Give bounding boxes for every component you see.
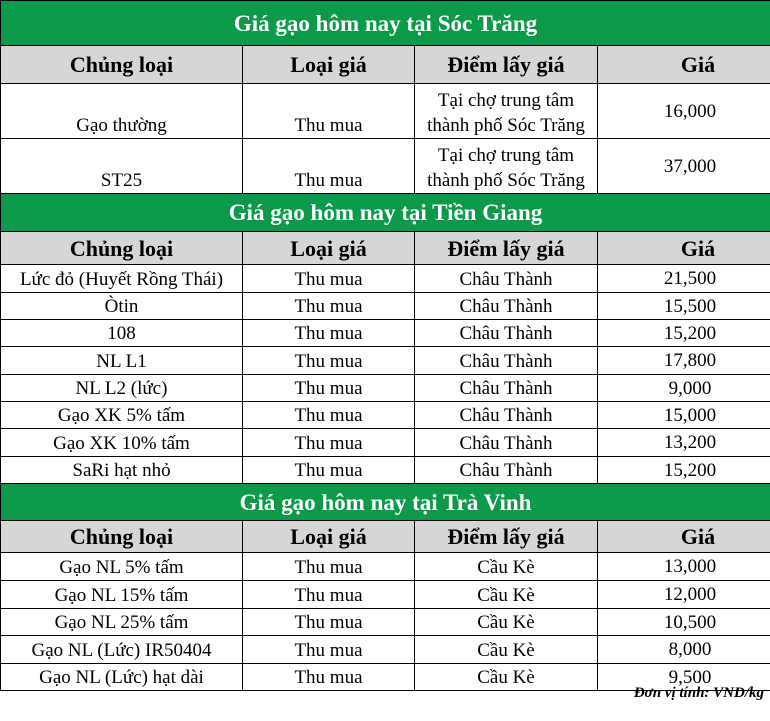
- cell-price: 8,000: [598, 636, 770, 664]
- cell-type: Òtin: [1, 293, 243, 320]
- cell-location: [415, 84, 598, 139]
- header-type: Chủng loại: [1, 46, 243, 84]
- cell-price: 37,000: [598, 139, 770, 194]
- cell-price: 10,500: [598, 609, 770, 636]
- table-row: [1, 553, 770, 581]
- header-location: Điểm lấy giá: [415, 46, 598, 84]
- unit-note: Đơn vị tính: VND/kg: [633, 685, 764, 701]
- cell-type: ST25: [1, 139, 243, 194]
- table-row: [1, 429, 770, 457]
- cell-location-line2: thành phố Sóc Trăng: [427, 170, 585, 191]
- cell-type: SaRi hạt nhỏ: [1, 457, 243, 484]
- cell-price: 9,000: [598, 375, 770, 402]
- header-price-type: Loại giá: [243, 521, 415, 553]
- cell-location: Châu Thành: [415, 375, 598, 402]
- cell-price-type: Thu mua: [243, 664, 415, 691]
- header-type: Chủng loại: [1, 521, 243, 553]
- cell-price: 15,200: [598, 320, 770, 347]
- table-row: [1, 375, 770, 402]
- table-row: [1, 347, 770, 375]
- section-title: Giá gạo hôm nay tại Sóc Trăng: [1, 1, 770, 46]
- cell-type: NL L1: [1, 347, 243, 375]
- header-row: [1, 232, 770, 265]
- cell-location: Châu Thành: [415, 293, 598, 320]
- cell-price-type: Thu mua: [243, 139, 415, 194]
- header-location: Điểm lấy giá: [415, 521, 598, 553]
- table-row: [1, 609, 770, 636]
- section-title-row: [1, 484, 770, 521]
- cell-price-type: Thu mua: [243, 553, 415, 581]
- cell-price-type: Thu mua: [243, 320, 415, 347]
- cell-location: Châu Thành: [415, 429, 598, 457]
- header-price: Giá: [598, 46, 770, 84]
- cell-price-type: Thu mua: [243, 581, 415, 609]
- table-row: [1, 320, 770, 347]
- cell-type: Gạo NL 15% tấm: [1, 581, 243, 609]
- cell-price: 9,500: [598, 664, 770, 691]
- header-price: Giá: [598, 232, 770, 265]
- cell-price-type: Thu mua: [243, 84, 415, 139]
- cell-type: Gạo NL (Lức) hạt dài: [1, 664, 243, 691]
- header-type: Chủng loại: [1, 232, 243, 265]
- cell-price-type: Thu mua: [243, 636, 415, 664]
- cell-price-type: Thu mua: [243, 375, 415, 402]
- cell-price: 15,000: [598, 402, 770, 429]
- cell-location: Châu Thành: [415, 347, 598, 375]
- section-title: Giá gạo hôm nay tại Tiền Giang: [1, 194, 770, 232]
- table-row: [1, 265, 770, 293]
- cell-location: Cầu Kè: [415, 553, 598, 581]
- cell-price: 12,000: [598, 581, 770, 609]
- section-title: Giá gạo hôm nay tại Trà Vinh: [1, 484, 770, 521]
- cell-location-line1: Tại chợ trung tâm: [437, 145, 575, 166]
- cell-location: Cầu Kè: [415, 636, 598, 664]
- cell-price-type: Thu mua: [243, 293, 415, 320]
- cell-price-type: Thu mua: [243, 609, 415, 636]
- cell-price: 13,000: [598, 553, 770, 581]
- cell-price: 13,200: [598, 429, 770, 457]
- cell-price: 15,200: [598, 457, 770, 484]
- cell-type: Gạo XK 5% tấm: [1, 402, 243, 429]
- cell-location: Châu Thành: [415, 402, 598, 429]
- cell-price-type: Thu mua: [243, 457, 415, 484]
- table-row: [1, 636, 770, 664]
- cell-type: Lức đỏ (Huyết Rồng Thái): [1, 265, 243, 293]
- header-row: [1, 521, 770, 553]
- cell-location-line2: thành phố Sóc Trăng: [427, 115, 585, 136]
- cell-price: 16,000: [598, 84, 770, 139]
- cell-type: Gạo XK 10% tấm: [1, 429, 243, 457]
- cell-type: NL L2 (lức): [1, 375, 243, 402]
- cell-type: 108: [1, 320, 243, 347]
- table-row: [1, 84, 770, 139]
- cell-location: Cầu Kè: [415, 581, 598, 609]
- header-price: Giá: [598, 521, 770, 553]
- header-price-type: Loại giá: [243, 232, 415, 265]
- cell-location: Châu Thành: [415, 265, 598, 293]
- cell-location: [415, 139, 598, 194]
- cell-type: Gạo NL (Lức) IR50404: [1, 636, 243, 664]
- table-row: [1, 457, 770, 484]
- table-row: [1, 139, 770, 194]
- table-row: [1, 402, 770, 429]
- cell-price: 17,800: [598, 347, 770, 375]
- cell-price-type: Thu mua: [243, 402, 415, 429]
- cell-location: Châu Thành: [415, 320, 598, 347]
- header-location: Điểm lấy giá: [415, 232, 598, 265]
- section-title-row: [1, 194, 770, 232]
- section-title-row: [1, 1, 770, 46]
- cell-type: Gạo NL 25% tấm: [1, 609, 243, 636]
- cell-type: Gạo thường: [1, 84, 243, 139]
- header-row: [1, 46, 770, 84]
- cell-type: Gạo NL 5% tấm: [1, 553, 243, 581]
- cell-price-type: Thu mua: [243, 265, 415, 293]
- table-row: [1, 581, 770, 609]
- cell-price-type: Thu mua: [243, 429, 415, 457]
- cell-location: Châu Thành: [415, 457, 598, 484]
- cell-location: Cầu Kè: [415, 609, 598, 636]
- cell-price: 15,500: [598, 293, 770, 320]
- cell-location: Cầu Kè: [415, 664, 598, 691]
- header-price-type: Loại giá: [243, 46, 415, 84]
- cell-location-line1: Tại chợ trung tâm: [437, 90, 575, 111]
- cell-price: 21,500: [598, 265, 770, 293]
- table-row: [1, 293, 770, 320]
- cell-price-type: Thu mua: [243, 347, 415, 375]
